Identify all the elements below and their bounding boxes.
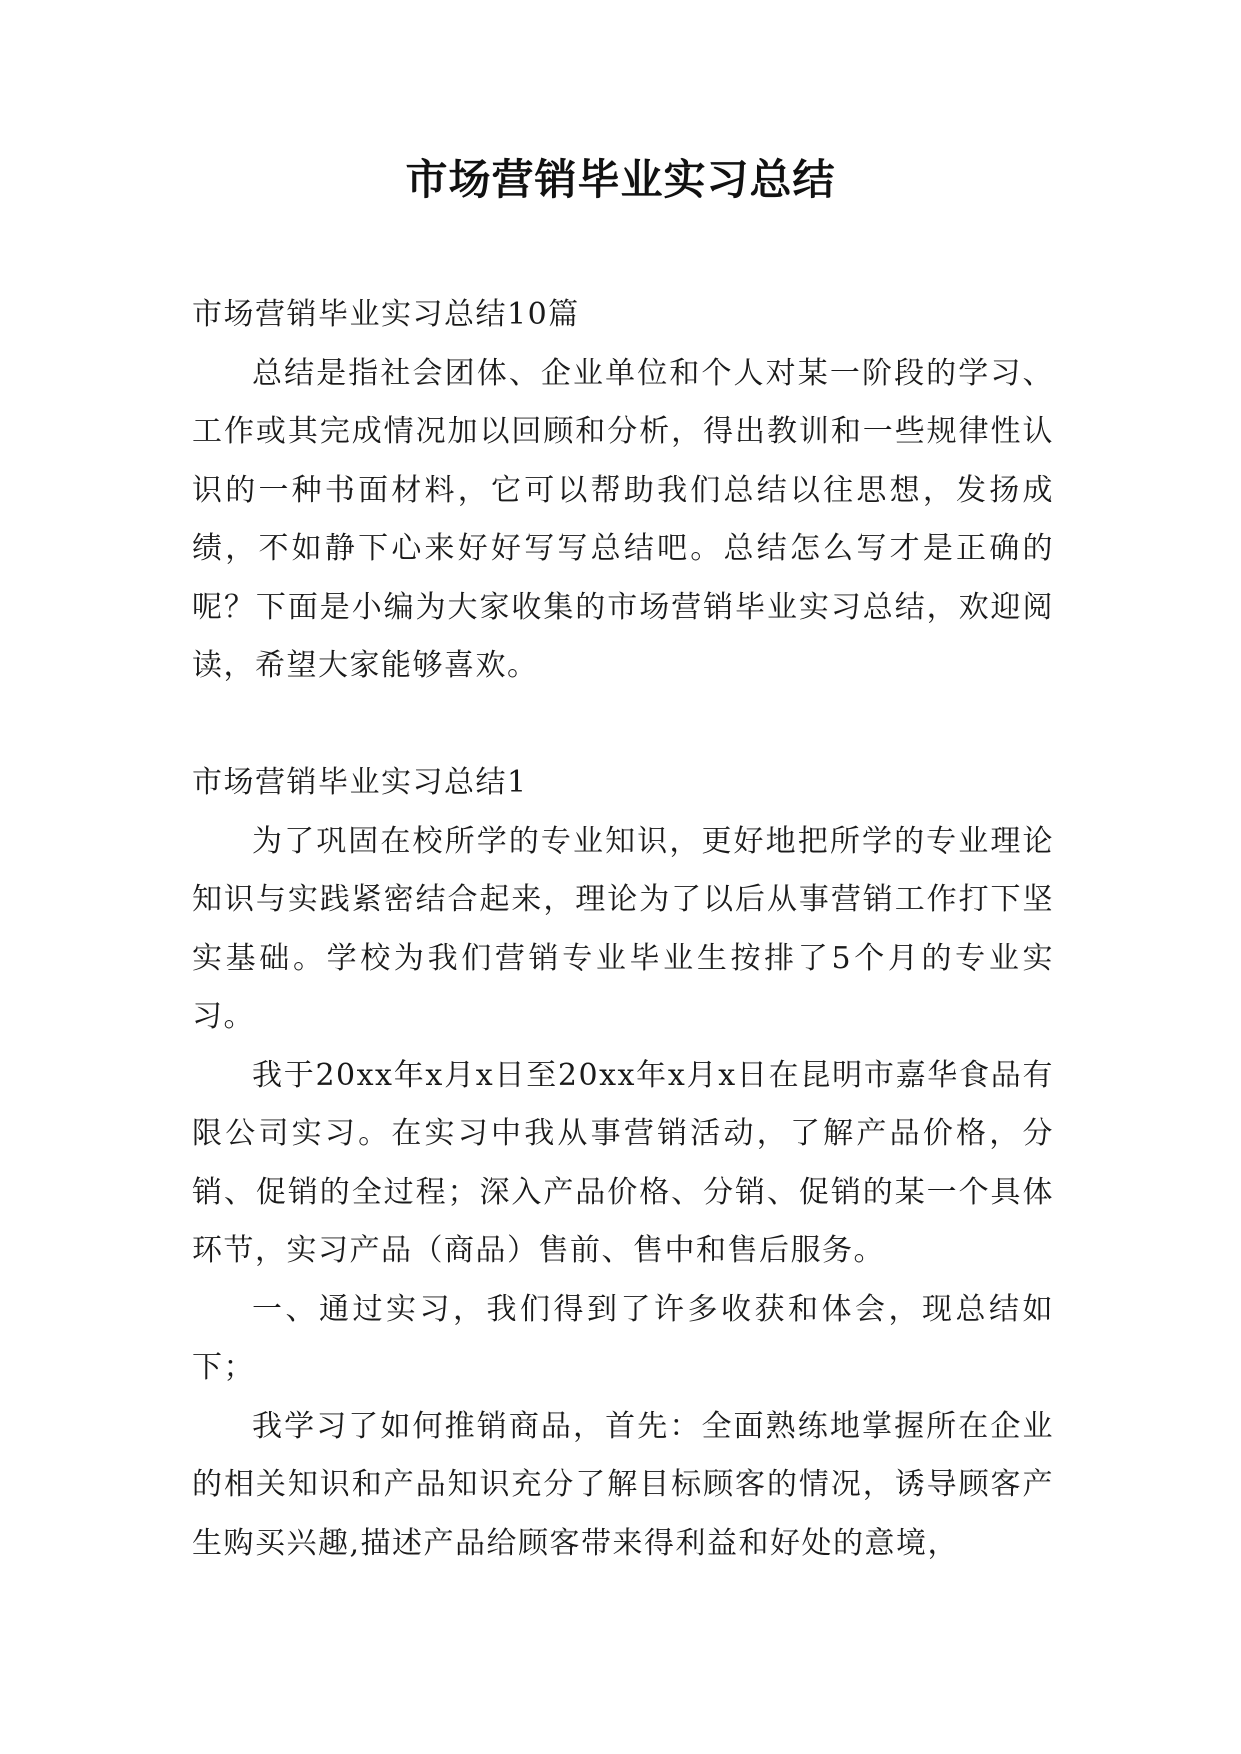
section1-paragraph-2: 我于20xx年x月x日至20xx年x月x日在昆明市嘉华食品有限公司实习。在实习中我从事营销活动，了解产品价格，分销、促销的全过程；深入产品价格、分销、促销的某一个具体环节，实习产品（商品）售前、售中和售后服务。 <box>192 1057 1054 1268</box>
intro-heading: 市场营销毕业实习总结10篇 <box>192 297 580 332</box>
section1-paragraph-4: 我学习了如何推销商品，首先：全面熟练地掌握所在企业的相关知识和产品知识充分了解目标顾客的情况，诱导顾客产生购买兴趣,描述产品给顾客带来得利益和好处的意境， <box>192 1408 1054 1561</box>
section1-paragraph-1: 为了巩固在校所学的专业知识，更好地把所学的专业理论知识与实践紧密结合起来，理论为了以后从事营销工作打下坚实基础。学校为我们营销专业毕业生按排了5个月的专业实习。 <box>192 823 1054 1034</box>
section-spacer <box>192 696 1054 755</box>
section1-paragraph-3: 一、通过实习，我们得到了许多收获和体会，现总结如下； <box>192 1291 1054 1385</box>
document-title: 市场营销毕业实习总结 <box>405 155 836 204</box>
section1-heading: 市场营销毕业实习总结1 <box>192 765 528 800</box>
intro-paragraph: 总结是指社会团体、企业单位和个人对某一阶段的学习、工作或其完成情况加以回顾和分析，得出教训和一些规律性认识的一种书面材料，它可以帮助我们总结以往思想，发扬成绩，不如静下心来好好写写总结吧。总结怎么写才是正确的呢？下面是小编为大家收集的市场营销毕业实习总结，欢迎阅读，希望大家能够喜欢。 <box>192 355 1054 683</box>
document-body <box>192 286 1054 1573</box>
